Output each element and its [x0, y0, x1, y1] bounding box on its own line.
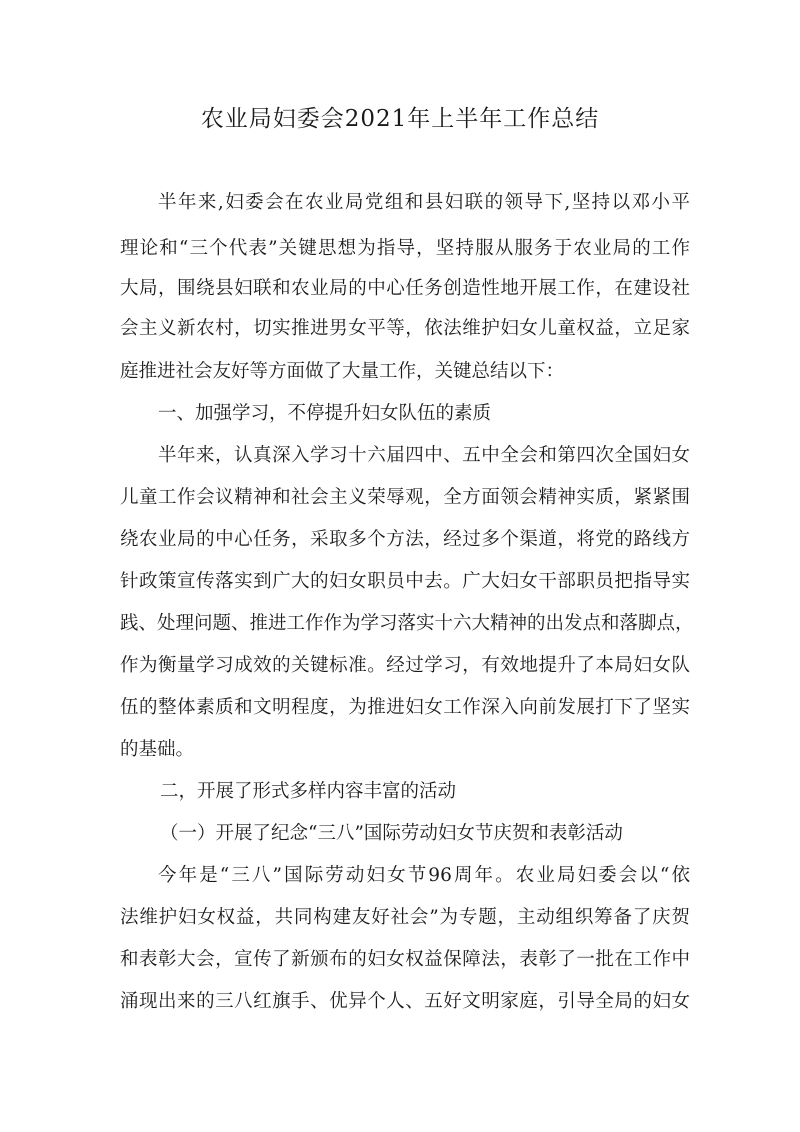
- paragraph-1-line-3: 大局，围绕县妇联和农业局的中心任务创造性地开展工作，在建设社: [120, 278, 690, 299]
- paragraph-2-line-1: 半年来，认真深入学习十六届四中、五中全会和第四次全国妇女: [158, 445, 690, 466]
- paragraph-1-line-5: 庭推进社会友好等方面做了大量工作，关键总结以下：: [120, 361, 565, 382]
- paragraph-2-line-8: 的基础。: [120, 739, 195, 760]
- paragraph-1-line-2: 理论和“三个代表”关键思想为指导，坚持服从服务于农业局的工作: [120, 238, 690, 259]
- paragraph-3-line-2: 法维护妇女权益，共同构建友好社会”为专题，主动组织筹备了庆贺: [120, 907, 690, 928]
- document-title: 农业局妇委会2021年上半年工作总结: [200, 106, 600, 132]
- paragraph-3-line-3: 和表彰大会，宣传了新颁布的妇女权益保障法，表彰了一批在工作中: [120, 949, 690, 970]
- paragraph-2-line-3: 绕农业局的中心任务，采取多个方法，经过多个渠道，将党的路线方: [120, 529, 690, 550]
- paragraph-2-line-2: 儿童工作会议精神和社会主义荣辱观，全方面领会精神实质，紧紧围: [120, 487, 690, 508]
- paragraph-3-line-4: 涌现出来的三八红旗手、优异个人、五好文明家庭，引导全局的妇女: [120, 991, 690, 1012]
- paragraph-2-line-6: 作为衡量学习成效的关键标准。经过学习，有效地提升了本局妇女队: [120, 655, 690, 676]
- paragraph-3-line-1: 今年是“三八”国际劳动妇女节96周年。农业局妇委会以“依: [158, 865, 690, 886]
- paragraph-2-line-5: 践、处理问题、推进工作作为学习落实十六大精神的出发点和落脚点，: [120, 613, 694, 634]
- paragraph-1-line-4: 会主义新农村，切实推进男女平等，依法维护妇女儿童权益，立足家: [120, 318, 690, 339]
- section-heading-1: 一、加强学习，不停提升妇女队伍的素质: [158, 403, 492, 424]
- subsection-heading-1: （一）开展了纪念“三八”国际劳动妇女节庆贺和表彰活动: [160, 823, 623, 844]
- paragraph-2-line-7: 伍的整体素质和文明程度，为推进妇女工作深入向前发展打下了坚实: [120, 697, 690, 718]
- paragraph-2-line-4: 针政策宣传落实到广大的妇女职员中去。广大妇女干部职员把指导实: [120, 571, 690, 592]
- paragraph-1-line-1: 半年来,妇委会在农业局党组和县妇联的领导下,坚持以邓小平: [158, 192, 690, 213]
- section-heading-2: 二，开展了形式多样内容丰富的活动: [160, 781, 457, 802]
